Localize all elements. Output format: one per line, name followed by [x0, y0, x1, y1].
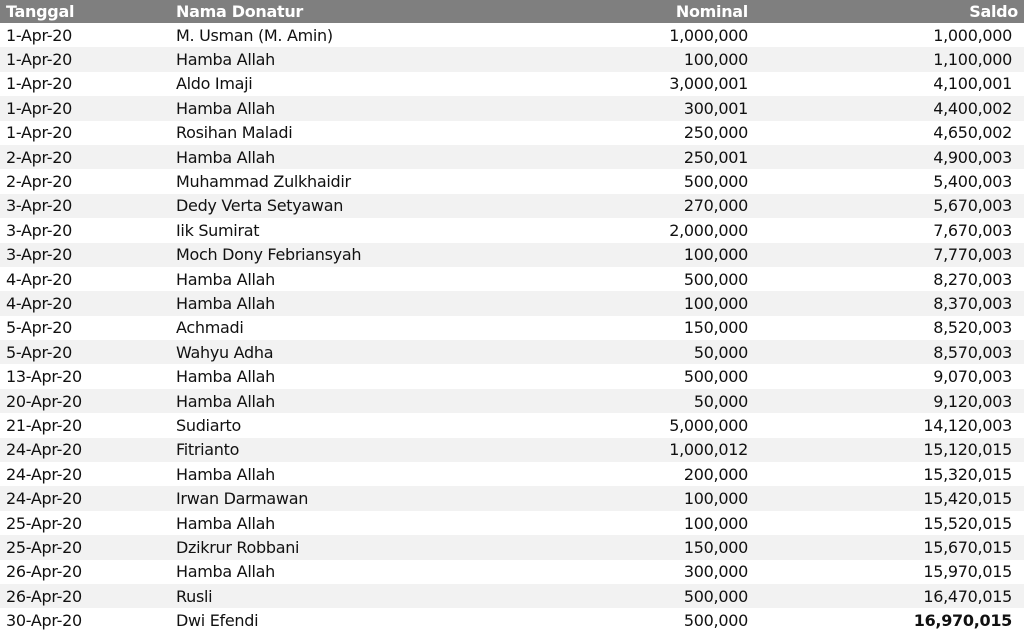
cell-name: Fitrianto [176, 440, 240, 460]
cell-date: 20-Apr-20 [6, 391, 82, 411]
cell-name: Hamba Allah [176, 50, 275, 70]
cell-date: 26-Apr-20 [6, 586, 82, 606]
cell-nominal: 250,001 [683, 147, 748, 167]
table-row [0, 96, 1024, 120]
cell-nominal: 100,000 [683, 293, 748, 313]
table-row [0, 389, 1024, 413]
cell-nominal: 1,000,000 [669, 25, 748, 45]
cell-nominal: 200,000 [683, 464, 748, 484]
table-row [0, 364, 1024, 388]
table-row [0, 47, 1024, 71]
cell-nominal: 250,000 [683, 123, 748, 143]
cell-date: 1-Apr-20 [6, 123, 72, 143]
cell-nominal: 2,000,000 [669, 220, 748, 240]
cell-date: 25-Apr-20 [6, 537, 82, 557]
cell-saldo: 14,120,003 [923, 415, 1012, 435]
cell-date: 13-Apr-20 [6, 367, 82, 387]
cell-saldo: 7,670,003 [933, 220, 1012, 240]
table-row [0, 535, 1024, 559]
table-row [0, 486, 1024, 510]
header-date: Tanggal [6, 2, 75, 21]
cell-name: Hamba Allah [176, 562, 275, 582]
cell-saldo: 15,970,015 [923, 562, 1012, 582]
cell-date: 5-Apr-20 [6, 342, 72, 362]
cell-nominal: 100,000 [683, 245, 748, 265]
cell-date: 1-Apr-20 [6, 98, 72, 118]
cell-saldo: 15,420,015 [923, 489, 1012, 509]
cell-date: 4-Apr-20 [6, 269, 72, 289]
cell-saldo: 16,470,015 [923, 586, 1012, 606]
cell-saldo: 15,320,015 [923, 464, 1012, 484]
table-row [0, 316, 1024, 340]
cell-date: 3-Apr-20 [6, 245, 72, 265]
cell-name: Dzikrur Robbani [176, 537, 300, 557]
cell-name: Irwan Darmawan [176, 489, 309, 509]
table-row [0, 145, 1024, 169]
cell-date: 1-Apr-20 [6, 50, 72, 70]
cell-name: Rusli [176, 586, 213, 606]
table-row [0, 72, 1024, 96]
cell-nominal: 500,000 [683, 611, 748, 631]
cell-saldo: 8,520,003 [933, 318, 1012, 338]
cell-name: Dwi Efendi [176, 611, 259, 631]
cell-date: 26-Apr-20 [6, 562, 82, 582]
cell-date: 1-Apr-20 [6, 25, 72, 45]
cell-nominal: 150,000 [683, 537, 748, 557]
cell-saldo: 5,670,003 [933, 196, 1012, 216]
cell-date: 2-Apr-20 [6, 147, 72, 167]
table-row [0, 511, 1024, 535]
cell-saldo: 15,120,015 [923, 440, 1012, 460]
table-row [0, 194, 1024, 218]
cell-name: Hamba Allah [176, 391, 275, 411]
cell-saldo: 1,100,000 [933, 50, 1012, 70]
cell-saldo: 8,570,003 [933, 342, 1012, 362]
table-row [0, 218, 1024, 242]
table-header-row [0, 0, 1024, 23]
cell-saldo: 15,670,015 [923, 537, 1012, 557]
cell-nominal: 5,000,000 [669, 415, 748, 435]
table-row [0, 608, 1024, 632]
cell-name: Hamba Allah [176, 367, 275, 387]
cell-nominal: 100,000 [683, 50, 748, 70]
cell-saldo: 7,770,003 [933, 245, 1012, 265]
cell-nominal: 300,001 [683, 98, 748, 118]
header-nominal: Nominal [675, 2, 748, 21]
cell-nominal: 500,000 [683, 269, 748, 289]
table-row [0, 291, 1024, 315]
table-row [0, 438, 1024, 462]
cell-nominal: 500,000 [683, 172, 748, 192]
cell-name: Hamba Allah [176, 98, 275, 118]
cell-saldo: 9,120,003 [933, 391, 1012, 411]
cell-nominal: 50,000 [693, 342, 748, 362]
cell-saldo: 8,370,003 [933, 293, 1012, 313]
table-row [0, 413, 1024, 437]
cell-saldo: 4,400,002 [933, 98, 1012, 118]
cell-date: 24-Apr-20 [6, 464, 82, 484]
cell-name: Hamba Allah [176, 293, 275, 313]
cell-name: Hamba Allah [176, 147, 275, 167]
cell-date: 5-Apr-20 [6, 318, 72, 338]
cell-nominal: 1,000,012 [669, 440, 748, 460]
cell-name: Hamba Allah [176, 464, 275, 484]
cell-date: 30-Apr-20 [6, 611, 82, 631]
cell-nominal: 3,000,001 [669, 74, 748, 94]
cell-date: 3-Apr-20 [6, 196, 72, 216]
cell-name: Hamba Allah [176, 269, 275, 289]
cell-nominal: 500,000 [683, 367, 748, 387]
cell-name: Rosihan Maladi [176, 123, 293, 143]
cell-date: 24-Apr-20 [6, 440, 82, 460]
cell-nominal: 300,000 [683, 562, 748, 582]
cell-name: Achmadi [176, 318, 244, 338]
cell-saldo: 9,070,003 [933, 367, 1012, 387]
table-body [0, 23, 1024, 633]
cell-saldo: 4,900,003 [933, 147, 1012, 167]
cell-name: Sudiarto [176, 415, 241, 435]
table-row [0, 169, 1024, 193]
cell-saldo: 16,970,015 [913, 611, 1012, 631]
cell-date: 25-Apr-20 [6, 513, 82, 533]
table-row [0, 23, 1024, 47]
cell-name: Iik Sumirat [176, 220, 260, 240]
header-saldo: Saldo [969, 2, 1018, 21]
table-row [0, 584, 1024, 608]
cell-date: 2-Apr-20 [6, 172, 72, 192]
cell-nominal: 100,000 [683, 513, 748, 533]
cell-name: M. Usman (M. Amin) [176, 25, 333, 45]
cell-nominal: 150,000 [683, 318, 748, 338]
cell-name: Aldo Imaji [176, 74, 253, 94]
table-row [0, 560, 1024, 584]
cell-name: Wahyu Adha [176, 342, 274, 362]
cell-date: 21-Apr-20 [6, 415, 82, 435]
cell-date: 4-Apr-20 [6, 293, 72, 313]
cell-saldo: 1,000,000 [933, 25, 1012, 45]
cell-name: Dedy Verta Setyawan [176, 196, 344, 216]
cell-saldo: 4,100,001 [933, 74, 1012, 94]
header-name: Nama Donatur [176, 2, 304, 21]
cell-saldo: 8,270,003 [933, 269, 1012, 289]
cell-saldo: 5,400,003 [933, 172, 1012, 192]
cell-name: Moch Dony Febriansyah [176, 245, 362, 265]
table-row [0, 462, 1024, 486]
cell-date: 3-Apr-20 [6, 220, 72, 240]
table-row [0, 121, 1024, 145]
cell-nominal: 500,000 [683, 586, 748, 606]
table-row [0, 243, 1024, 267]
cell-name: Hamba Allah [176, 513, 275, 533]
cell-saldo: 4,650,002 [933, 123, 1012, 143]
cell-date: 24-Apr-20 [6, 489, 82, 509]
cell-saldo: 15,520,015 [923, 513, 1012, 533]
table-row [0, 267, 1024, 291]
cell-nominal: 270,000 [683, 196, 748, 216]
table-row [0, 340, 1024, 364]
cell-nominal: 100,000 [683, 489, 748, 509]
cell-nominal: 50,000 [693, 391, 748, 411]
cell-date: 1-Apr-20 [6, 74, 72, 94]
cell-name: Muhammad Zulkhaidir [176, 172, 351, 192]
